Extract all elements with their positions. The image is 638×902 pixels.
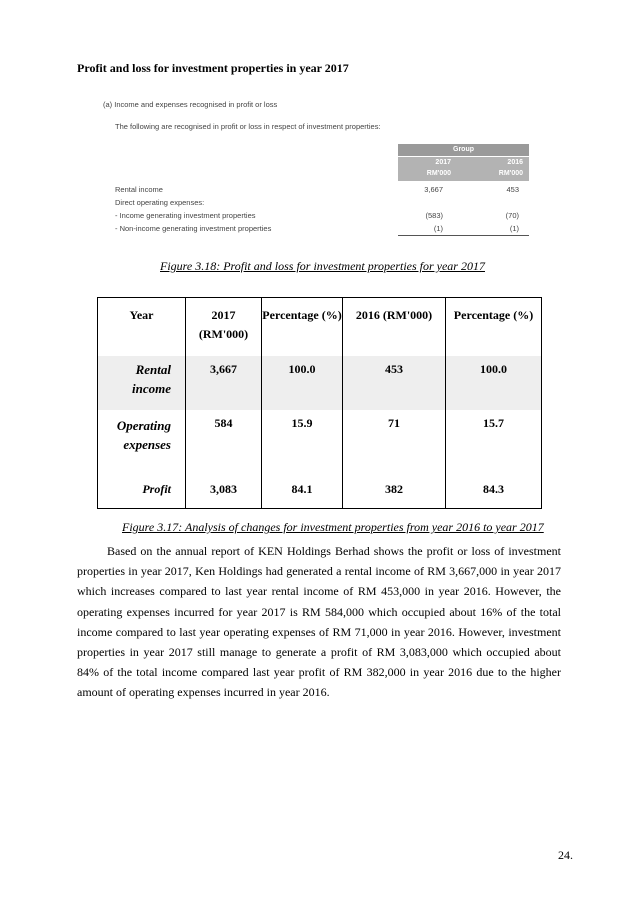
excerpt-unit-2017: RM'000 <box>426 170 451 177</box>
excerpt-row-label: Rental income <box>115 185 163 194</box>
cell-value: 71 <box>343 410 446 474</box>
cell-value: 3,083 <box>186 474 262 508</box>
cell-value: 100.0 <box>446 356 542 410</box>
cell-value: 3,667 <box>186 356 262 410</box>
header-year: Year <box>129 308 154 322</box>
body-paragraph: Based on the annual report of KEN Holdings Berhad shows the profit or loss of investment properties in year 2017, Ken Holdings had generated a rental income of RM 3,667,000 in year 2017 which increases compared to last year rental income of RM 453,000 in year 2016. However, the operating expenses incurred for year 2017 is RM 584,000 which occupied about 16% of the total income compared to last year operating expenses of RM 71,000 in year 2016. However, investment properties in year 2017 still manage to generate a profit of RM 3,083,000 which occupied about 84% of the total income compared last year profit of RM 382,000 in year 2016 due to the higher amount of operating expenses incurred in year 2016. <box>77 544 561 700</box>
table-row <box>98 410 542 474</box>
cell-value: 584 <box>186 410 262 474</box>
cell-value: 382 <box>343 474 446 508</box>
excerpt-year-header <box>398 157 529 181</box>
excerpt-row-label: - Income generating investment properties <box>115 211 256 220</box>
page-heading: Profit and loss for investment properties in year 2017 <box>77 61 349 75</box>
table-row <box>98 474 542 508</box>
analysis-table <box>97 297 542 509</box>
excerpt-intro: The following are recognised in profit or loss in respect of investment properties: <box>115 122 381 131</box>
cell-value: 15.9 <box>262 410 343 474</box>
excerpt-unit-2016: RM'000 <box>498 170 523 177</box>
cell-value: 15.7 <box>446 410 542 474</box>
excerpt-group-header: Group <box>398 144 529 156</box>
excerpt-row-label: - Non-income generating investment properties <box>115 224 272 233</box>
figure-caption-3-18: Figure 3.18: Profit and loss for investment properties for year 2017 <box>160 259 485 273</box>
table-row <box>98 356 542 410</box>
cell-value: 100.0 <box>262 356 343 410</box>
figure-caption-3-17: Figure 3.17: Analysis of changes for investment properties from year 2016 to year 2017 <box>122 520 544 534</box>
excerpt-section-title: (a) Income and expenses recognised in profit or loss <box>103 100 278 109</box>
header-percentage-2016: Percentage (%) <box>446 298 542 357</box>
header-percentage-2017: Percentage (%) <box>262 298 343 357</box>
cell-value: 84.3 <box>446 474 542 508</box>
cell-value: 84.1 <box>262 474 343 508</box>
page-number: 24. <box>558 848 573 862</box>
header-2017: 2017 (RM'000) <box>186 298 262 357</box>
table-header-row <box>98 298 542 357</box>
row-label: Rental income <box>98 356 186 410</box>
row-label: Profit <box>142 482 171 496</box>
row-label: Operating expenses <box>116 418 171 452</box>
excerpt-year-2017: 2017 <box>435 159 451 166</box>
excerpt-year-2016: 2016 <box>507 159 523 166</box>
excerpt-row-label: Direct operating expenses: <box>115 198 205 207</box>
cell-value: 453 <box>343 356 446 410</box>
header-2016: 2016 (RM'000) <box>343 298 446 357</box>
excerpt-bottom-rule <box>398 235 529 236</box>
